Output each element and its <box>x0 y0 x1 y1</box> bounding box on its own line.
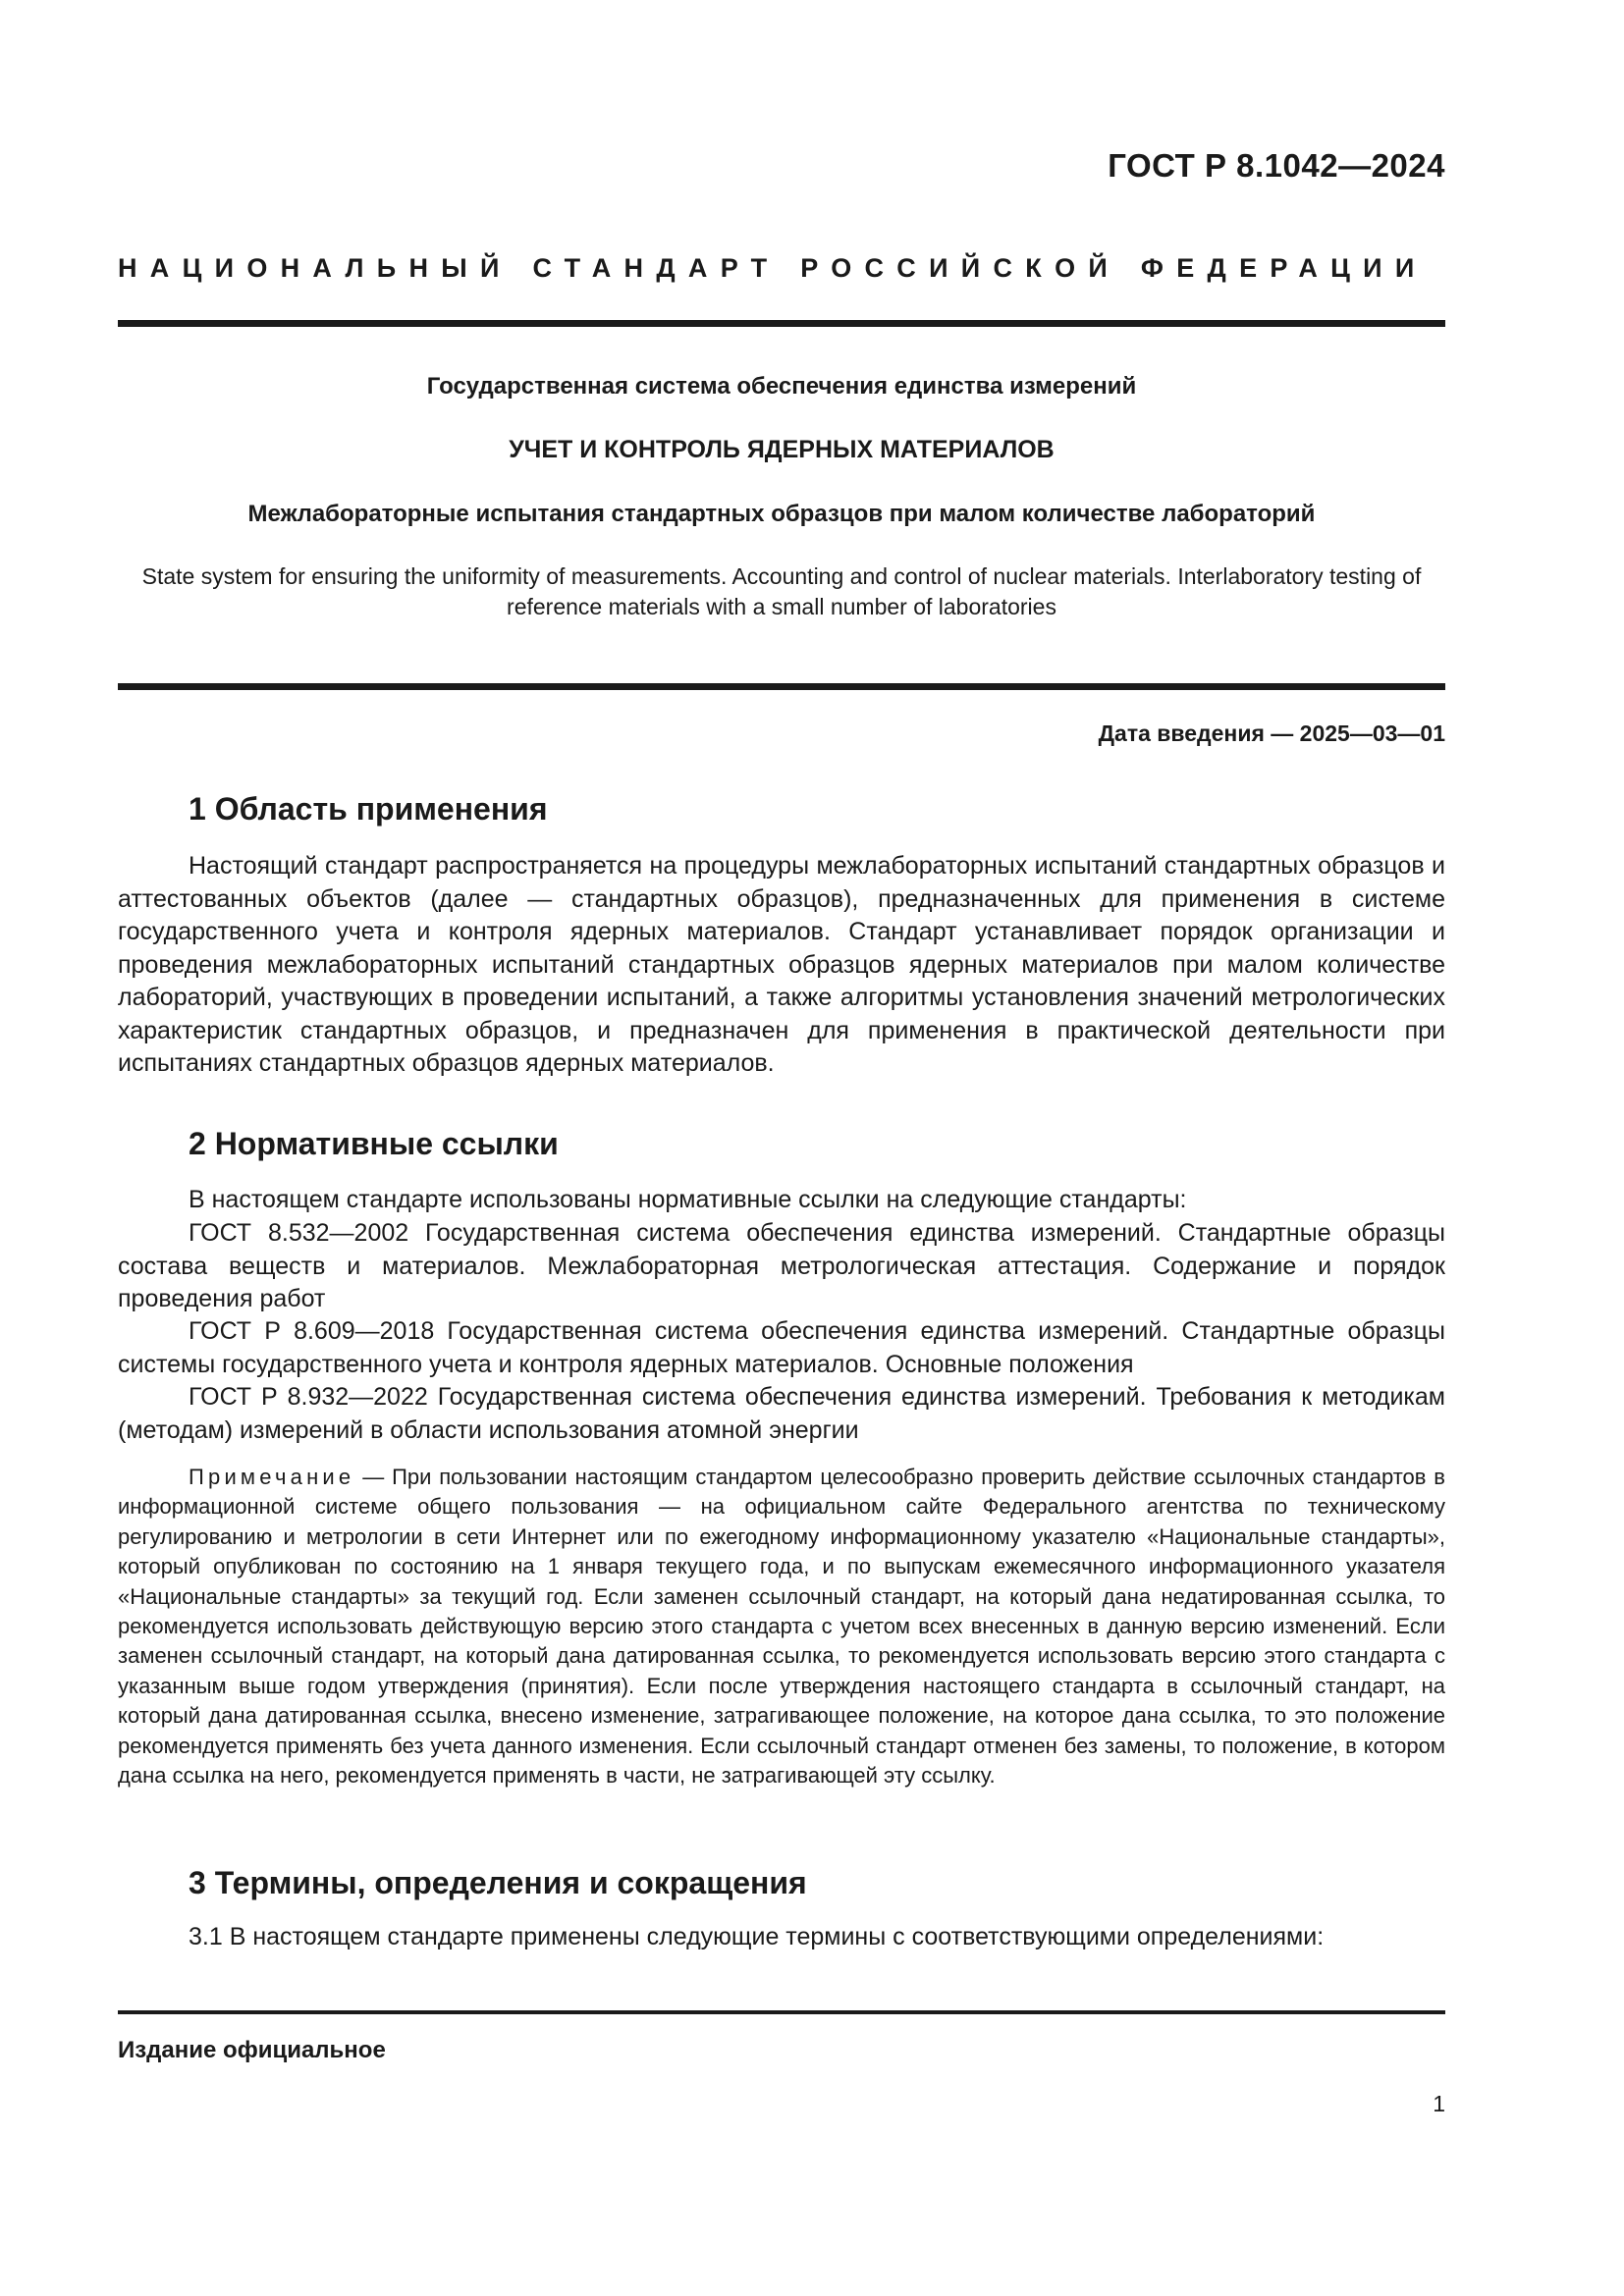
footer-divider <box>118 2010 1445 2014</box>
section-heading-terms: 3 Термины, определения и сокращения <box>189 1865 807 1900</box>
reference-item: ГОСТ Р 8.609—2018 Государственная система обеспечения единства измерений. Стандартные образцы системы государственного учета и контроля ядерных материалов. Основные положения <box>118 1317 1445 1378</box>
title-subtitle: Межлабораторные испытания стандартных образцов при малом количестве лабораторий <box>247 501 1316 527</box>
national-standard-banner: НАЦИОНАЛЬНЫЙ СТАНДАРТ РОССИЙСКОЙ ФЕДЕРАЦИИ <box>118 253 1428 283</box>
references-intro: В настоящем стандарте использованы нормативные ссылки на следующие стандарты: <box>189 1186 1187 1213</box>
terms-paragraph: 3.1 В настоящем стандарте применены следующие термины с соответствующими определениями: <box>189 1923 1325 1950</box>
title-english: State system for ensuring the uniformity of measurements. Accounting and control of nuclear materials. Interlaboratory testing of reference materials with a small number of laboratories <box>141 563 1422 619</box>
document-number: ГОСТ Р 8.1042—2024 <box>1108 147 1445 184</box>
reference-item: ГОСТ 8.532—2002 Государственная система обеспечения единства измерений. Стандартные образцы состава веществ и материалов. Межлабораторная метрологическая аттестация. Содержание и порядок проведения работ <box>118 1219 1445 1312</box>
section-heading-references: 2 Нормативные ссылки <box>189 1126 559 1161</box>
document-page <box>118 0 1445 2296</box>
section-heading-scope: 1 Область применения <box>189 791 548 827</box>
scope-paragraph: Настоящий стандарт распространяется на процедуры межлабораторных испытаний стандартных образцов и аттестованных объектов (далее — стандартных образцов), предназначенных для применения в системе государственного учета и контроля ядерных материалов. Стандарт устанавливает порядок организации и проведения межлабораторных испытаний стандартных образцов ядерных материалов при малом количестве лабораторий, участвующих в проведении испытаний, а также алгоритмы установления значений метрологических характеристик стандартных образцов, и предназначен для применения в практической деятельности при испытаниях стандартных образцов ядерных материалов. <box>118 852 1445 1077</box>
note-label: Примечание <box>189 1465 355 1489</box>
reference-item: ГОСТ Р 8.932—2022 Государственная система обеспечения единства измерений. Требования к методикам (методам) измерений в области использования атомной энергии <box>118 1383 1445 1444</box>
note-text: — При пользовании настоящим стандартом целесообразно проверить действие ссылочных стандартов в информационной системе общего пользования — на официальном сайте Федерального агентства по техническому регулированию и метрологии в сети Интернет или по ежегодному информационному указателю «Национальные стандарты», который опубликован по состоянию на 1 января текущего года, и по выпускам ежемесячного информационного указателя «Национальные стандарты» за текущий год. Если заменен ссылочный стандарт, на который дана недатированная ссылка, то рекомендуется использовать действующую версию этого стандарта с учетом всех внесенных в данную версию изменений. Если заменен ссылочный стандарт, на который дана датированная ссылка, то рекомендуется использовать версию этого стандарта с указанным выше годом утверждения (принятия). Если после утверждения настоящего стандарта в ссылочный стандарт, на который дана датированная ссылка, внесено изменение, затрагивающее положение, на которое дана ссылка, то это положение рекомендуется применять без учета данного изменения. Если ссылочный стандарт отменен без замены, то положение, в котором дана ссылка на него, рекомендуется применять в части, не затрагивающей эту ссылку. <box>118 1465 1445 1789</box>
introduction-date: Дата введения — 2025—03—01 <box>1098 721 1445 746</box>
title-system: Государственная система обеспечения единства измерений <box>426 373 1137 400</box>
title-main: УЧЕТ И КОНТРОЛЬ ЯДЕРНЫХ МАТЕРИАЛОВ <box>509 436 1055 463</box>
references-note <box>118 1463 1445 1790</box>
edition-label: Издание официальное <box>118 2037 386 2063</box>
title-divider <box>118 683 1445 690</box>
page-number: 1 <box>1433 2091 1445 2116</box>
header-divider <box>118 320 1445 327</box>
